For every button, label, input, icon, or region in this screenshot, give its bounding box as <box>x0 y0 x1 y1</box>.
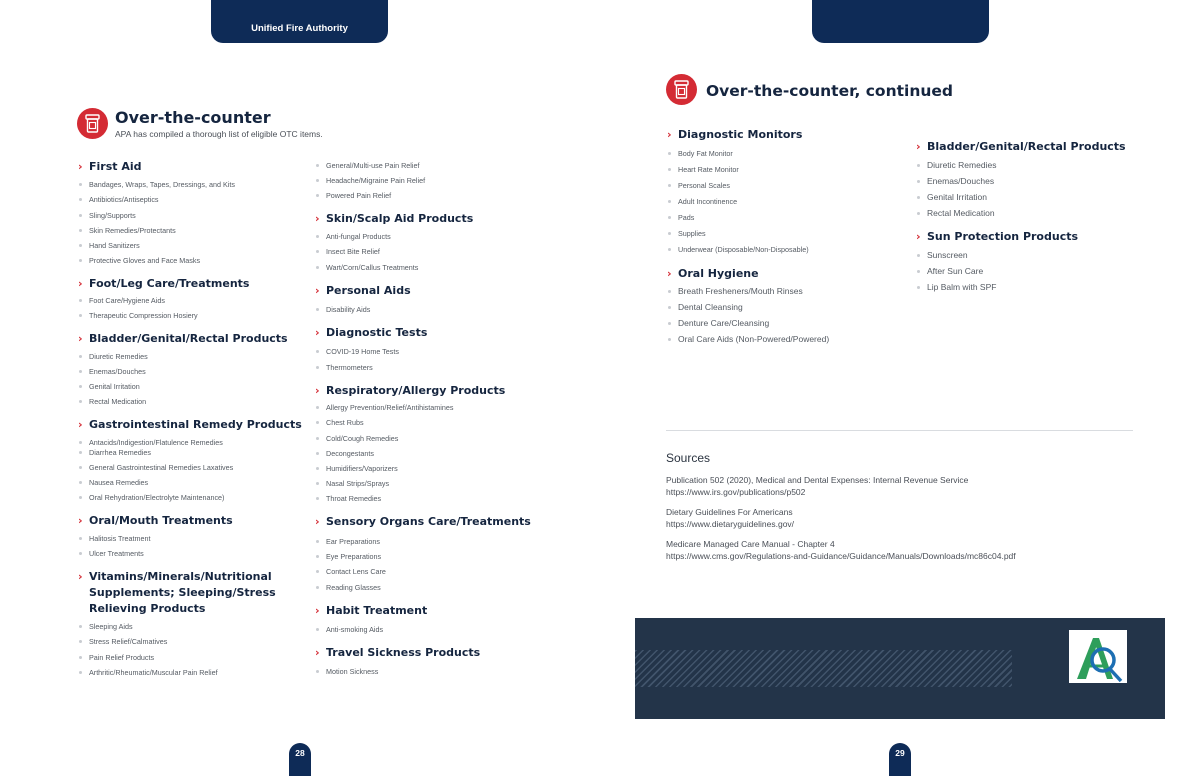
apa-logo <box>1069 630 1127 683</box>
list-item: Ulcer Treatments <box>78 549 144 558</box>
section-heading-oral-hygiene: › Oral Hygiene <box>667 266 759 283</box>
page-subtitle: APA has compiled a thorough list of eligible OTC items. <box>115 129 323 139</box>
list-item: Supplies <box>667 229 706 238</box>
sources-heading: Sources <box>666 451 711 465</box>
list-item: Sleeping Aids <box>78 622 133 631</box>
chevron-right-icon: › <box>78 332 83 345</box>
list-item: Powered Pain Relief <box>315 191 391 200</box>
section-heading-respiratory: › Respiratory/Allergy Products <box>315 383 505 400</box>
chevron-right-icon: › <box>78 160 83 173</box>
list-item: Decongestants <box>315 449 374 458</box>
list-item: Headache/Migraine Pain Relief <box>315 176 425 185</box>
list-item: Protective Gloves and Face Masks <box>78 256 200 265</box>
list-item: Breath Fresheners/Mouth Rinses <box>667 286 803 297</box>
list-item: Wart/Corn/Callus Treatments <box>315 263 418 272</box>
list-item-continued: Diarrhea Remedies <box>78 448 151 457</box>
section-heading-gastro: › Gastrointestinal Remedy Products <box>78 417 302 434</box>
section-heading-diagnostic-tests: › Diagnostic Tests <box>315 325 427 342</box>
list-item: Rectal Medication <box>78 397 146 406</box>
list-item: Pain Relief Products <box>78 653 154 662</box>
chevron-right-icon: › <box>78 514 83 527</box>
list-item: Thermometers <box>315 363 373 372</box>
list-item: Disability Aids <box>315 305 370 314</box>
header-tab-left <box>211 0 388 43</box>
decorative-stripes <box>635 650 1012 687</box>
pill-bottle-icon <box>77 108 108 139</box>
list-item: After Sun Care <box>916 266 983 277</box>
list-item: Genital Irritation <box>78 382 140 391</box>
list-item: Arthritic/Rheumatic/Muscular Pain Relief <box>78 668 218 677</box>
pill-bottle-icon <box>666 74 697 105</box>
list-item: Skin Remedies/Protectants <box>78 226 176 235</box>
list-item: Throat Remedies <box>315 494 381 503</box>
page-number-right: 29 <box>889 743 911 776</box>
section-heading-vitamins-line-2: Supplements; Sleeping/Stress <box>89 586 276 599</box>
list-item: Bandages, Wraps, Tapes, Dressings, and Kits <box>78 180 235 189</box>
list-item: Halitosis Treatment <box>78 534 151 543</box>
list-item: Insect Bite Relief <box>315 247 380 256</box>
list-item: Anti-fungal Products <box>315 232 391 241</box>
section-heading-skin-scalp: › Skin/Scalp Aid Products <box>315 211 473 228</box>
list-item: Enemas/Douches <box>916 176 994 187</box>
header-tab-right <box>812 0 989 43</box>
chevron-right-icon: › <box>667 267 672 280</box>
list-item: Underwear (Disposable/Non-Disposable) <box>667 245 809 254</box>
section-heading-bladder-continued: › Bladder/Genital/Rectal Products <box>916 139 1126 156</box>
section-heading-sensory: › Sensory Organs Care/Treatments <box>315 514 531 531</box>
list-item: Adult Incontinence <box>667 197 737 206</box>
list-item: Anti-smoking Aids <box>315 625 383 634</box>
list-item: Denture Care/Cleansing <box>667 318 769 329</box>
list-item: Oral Care Aids (Non-Powered/Powered) <box>667 334 829 345</box>
list-item: Nausea Remedies <box>78 478 148 487</box>
list-item: Reading Glasses <box>315 583 381 592</box>
list-item: Genital Irritation <box>916 192 987 203</box>
source-title: Dietary Guidelines For Americans <box>666 507 793 517</box>
source-title: Publication 502 (2020), Medical and Dental Expenses: Internal Revenue Service <box>666 475 969 485</box>
chevron-right-icon: › <box>916 140 921 153</box>
section-heading-bladder: › Bladder/Genital/Rectal Products <box>78 331 288 348</box>
list-item: Therapeutic Compression Hosiery <box>78 311 198 320</box>
chevron-right-icon: › <box>315 326 320 339</box>
list-item: Chest Rubs <box>315 418 364 427</box>
list-item: Sling/Supports <box>78 211 136 220</box>
chevron-right-icon: › <box>916 230 921 243</box>
list-item: Personal Scales <box>667 181 730 190</box>
section-heading-personal-aids: › Personal Aids <box>315 283 411 300</box>
chevron-right-icon: › <box>315 284 320 297</box>
section-divider <box>666 430 1133 431</box>
list-item: Diuretic Remedies <box>78 352 148 361</box>
chevron-right-icon: › <box>315 384 320 397</box>
chevron-right-icon: › <box>315 212 320 225</box>
section-heading-first-aid: › First Aid <box>78 159 142 176</box>
list-item: Nasal Strips/Sprays <box>315 479 389 488</box>
header-tab-label: Unified Fire Authority <box>251 23 348 34</box>
list-item: Foot Care/Hygiene Aids <box>78 296 165 305</box>
section-heading-oral-mouth: › Oral/Mouth Treatments <box>78 513 233 530</box>
list-item: Enemas/Douches <box>78 367 146 376</box>
section-heading-diagnostic-monitors: › Diagnostic Monitors <box>667 127 802 144</box>
footer-banner <box>635 618 1165 719</box>
section-heading-vitamins-line-3: Relieving Products <box>89 602 206 615</box>
list-item: Motion Sickness <box>315 667 378 676</box>
list-item: Humidifiers/Vaporizers <box>315 464 398 473</box>
section-heading-sun-protection: › Sun Protection Products <box>916 229 1078 246</box>
page-title: Over-the-counter <box>115 108 271 127</box>
section-heading-vitamins: › Vitamins/Minerals/Nutritional <box>78 569 272 586</box>
list-item: Allergy Prevention/Relief/Antihistamines <box>315 403 453 412</box>
chevron-right-icon: › <box>315 604 320 617</box>
section-heading-travel: › Travel Sickness Products <box>315 645 480 662</box>
section-heading-habit: › Habit Treatment <box>315 603 427 620</box>
list-item: General/Multi-use Pain Relief <box>315 161 419 170</box>
chevron-right-icon: › <box>667 128 672 141</box>
chevron-right-icon: › <box>78 570 83 583</box>
list-item: Diuretic Remedies <box>916 160 996 171</box>
chevron-right-icon: › <box>78 418 83 431</box>
section-heading-foot-leg: › Foot/Leg Care/Treatments <box>78 276 249 293</box>
list-item: Oral Rehydration/Electrolyte Maintenance) <box>78 493 224 502</box>
list-item: Eye Preparations <box>315 552 381 561</box>
list-item: Ear Preparations <box>315 537 380 546</box>
list-item: Contact Lens Care <box>315 567 386 576</box>
list-item: Stress Relief/Calmatives <box>78 637 167 646</box>
chevron-right-icon: › <box>315 646 320 659</box>
list-item: Cold/Cough Remedies <box>315 434 398 443</box>
list-item: Body Fat Monitor <box>667 149 733 158</box>
source-link[interactable]: https://www.dietaryguidelines.gov/ <box>666 519 795 529</box>
page-number-left: 28 <box>289 743 311 776</box>
list-item: Pads <box>667 213 694 222</box>
chevron-right-icon: › <box>78 277 83 290</box>
list-item: Lip Balm with SPF <box>916 282 996 293</box>
list-item: Hand Sanitizers <box>78 241 140 250</box>
list-item: Sunscreen <box>916 250 968 261</box>
list-item: Dental Cleansing <box>667 302 743 313</box>
source-title: Medicare Managed Care Manual - Chapter 4 <box>666 539 835 549</box>
list-item: General Gastrointestinal Remedies Laxatives <box>78 463 233 472</box>
list-item: COVID-19 Home Tests <box>315 347 399 356</box>
list-item: Antibiotics/Antiseptics <box>78 195 159 204</box>
page-title-continued: Over-the-counter, continued <box>706 82 954 100</box>
source-link[interactable]: https://www.cms.gov/Regulations-and-Guidance/Guidance/Manuals/Downloads/mc86c04.pdf <box>666 551 1016 561</box>
list-item: Rectal Medication <box>916 208 995 219</box>
source-link[interactable]: https://www.irs.gov/publications/p502 <box>666 487 806 497</box>
list-item: Antacids/Indigestion/Flatulence Remedies <box>78 438 223 447</box>
list-item: Heart Rate Monitor <box>667 165 739 174</box>
chevron-right-icon: › <box>315 515 320 528</box>
